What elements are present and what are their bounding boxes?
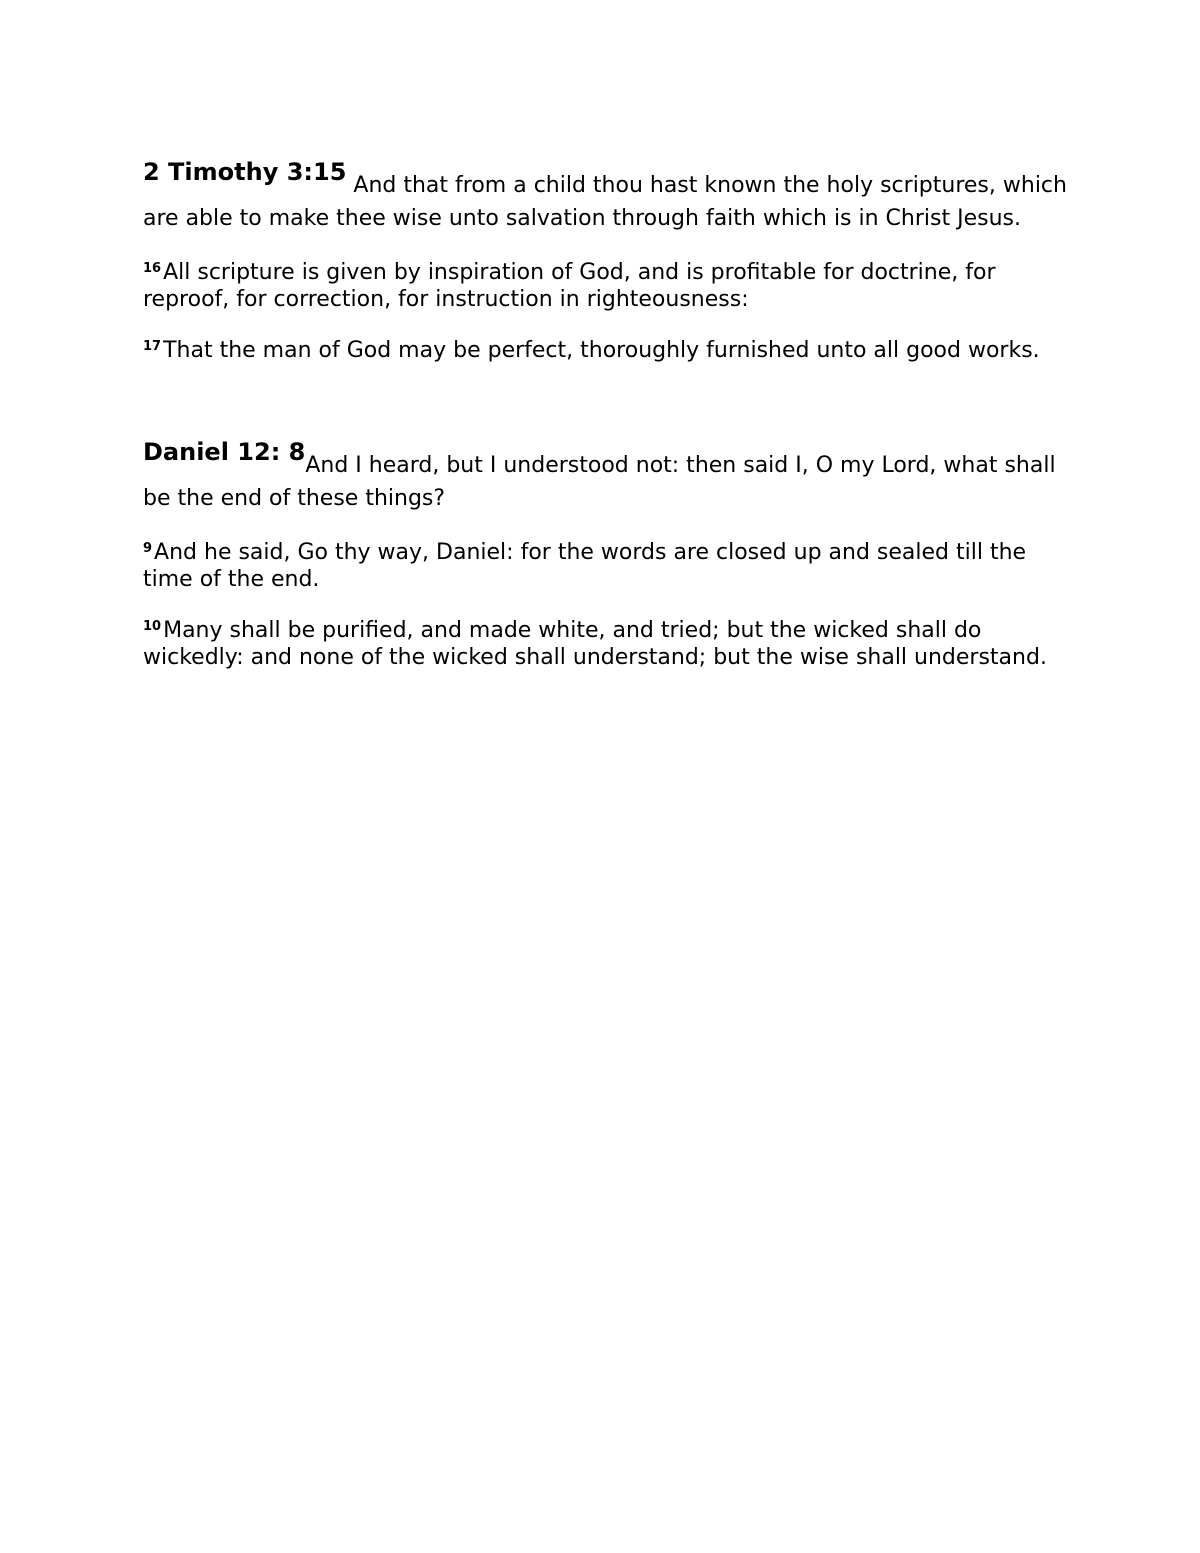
verse-number: 10 [143,619,162,634]
verse-15 [143,158,1073,235]
verse-text: Many shall be purified, and made white, and tried; but the wicked shall do wickedly: and none of the wicked shall understand; but the wise shall understand. [143,618,1047,670]
passage-reference: Daniel 12: 8 [143,438,306,466]
passage-2-timothy [143,158,1073,364]
verse-text: And he said, Go thy way, Daniel: for the words are closed up and sealed till the time of the end. [143,540,1027,592]
verse-9 [143,535,1073,593]
verse-text: All scripture is given by inspiration of God, and is profitable for doctrine, for reproof, for correction, for instruction in righteousness: [143,260,996,312]
passage-reference: 2 Timothy 3:15 [143,158,347,186]
verse-8 [143,438,1073,515]
verse-number: 9 [143,541,153,556]
verse-number: 17 [143,339,162,354]
passage-daniel [143,438,1073,671]
verse-16 [143,255,1073,313]
verse-17 [143,333,1073,364]
verse-10 [143,613,1073,671]
document-page [143,158,1073,691]
verse-number: 16 [143,261,162,276]
verse-text: And that from a child thou hast known the holy scriptures, which are able to make thee wise unto salvation through faith which is in Christ Jesus. [143,173,1067,231]
verse-text: And I heard, but I understood not: then said I, O my Lord, what shall be the end of these things? [143,453,1056,511]
verse-text: That the man of God may be perfect, thoroughly furnished unto all good works. [163,338,1040,363]
